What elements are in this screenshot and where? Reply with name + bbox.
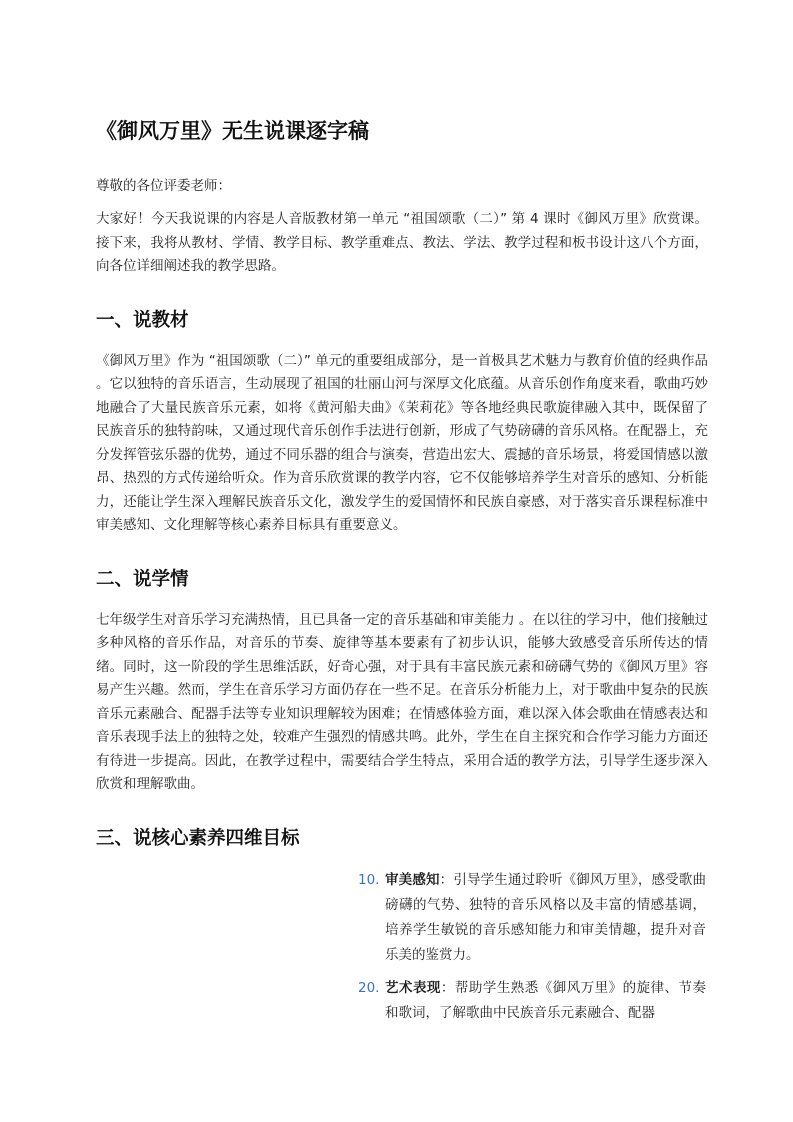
goal-text <box>385 976 706 1026</box>
intro-paragraph: 大家好！今天我说课的内容是人音版教材第一单元 “祖国颂歌（二）” 第 4 课时《御风万里》欣赏课。接下来，我将从教材、学情、教学目标、教学重难点、教法、学法、教学过程和板书设计这八个方面，向各位详细阐述我的教学思路。 <box>96 211 708 275</box>
goal-number: 10. <box>358 871 380 888</box>
section-heading-students: 二、说学情 <box>96 568 189 590</box>
goal-label: 审美感知 <box>385 871 440 888</box>
section-body-textbook: 《御风万里》作为 “祖国颂歌（二）” 单元的重要组成部分，是一首极具艺术魅力与教育价值的经典作品 。它以独特的音乐语言，生动展现了祖国的壮丽山河与深厚文化底蕴。从音乐创作角度来看，歌曲巧妙地融合了大量民族音乐元素，如将《黄河船夫曲》《茉莉花》等各地经典民歌旋律融入其中，既保留了民族音乐的独特韵味，又通过现代音乐创作手法进行创新，形成了气势磅礴的音乐风格。在配器上，充分发挥管弦乐器的优势，通过不同乐器的组合与演奏，营造出宏大、震撼的音乐场景，将爱国情感以激昂、热烈的方式传递给听众。作为音乐欣赏课的教学内容，它不仅能够培养学生对音乐的感知、分析能力，还能让学生深入理解民族音乐文化，激发学生的爱国情怀和民族自豪感，对于落实音乐课程标准中审美感知、文化理解等核心素养目标具有重要意义。 <box>96 352 708 534</box>
goal-description: ：帮助学生熟悉《御风万里》的旋律、节奏和歌词，了解歌曲中民族音乐元素融合、配器 <box>385 979 707 1021</box>
goal-label: 艺术表现 <box>385 979 441 996</box>
goal-number: 20. <box>358 979 380 996</box>
goal-text <box>385 868 706 968</box>
goal-item <box>358 868 706 968</box>
document-title: 《御风万里》无生说课逐字稿 <box>96 119 369 143</box>
section-body-students: 七年级学生对音乐学习充满热情，且已具备一定的音乐基础和审美能力 。在以往的学习中，他们接触过多种风格的音乐作品，对音乐的节奏、旋律等基本要素有了初步认识，能够大致感受音乐所传达的情绪。同时，这一阶段的学生思维活跃，好奇心强，对于具有丰富民族元素和磅礴气势的《御风万里》容易产生兴趣。然而，学生在音乐学习方面仍存在一些不足。在音乐分析能力上，对于歌曲中复杂的民族音乐元素融合、配器手法等专业知识理解较为困难；在情感体验方面，难以深入体会歌曲在情感表达和音乐表现手法上的独特之处，较难产生强烈的情感共鸣。此外，学生在自主探究和合作学习能力方面还有待进一步提高。因此，在教学过程中，需要结合学生特点，采用合适的教学方法，引导学生逐步深入欣赏和理解歌曲。 <box>96 611 708 793</box>
goals-list <box>358 868 706 1026</box>
goal-description: ：引导学生通过聆听《御风万里》，感受歌曲磅礴的气势、独特的音乐风格以及丰富的情感基调，培养学生敏锐的音乐感知能力和审美情趣，提升对音乐美的鉴赏力。 <box>385 871 707 963</box>
document-content <box>96 118 708 1034</box>
section-heading-goals: 三、说核心素养四维目标 <box>96 827 300 849</box>
section-heading-textbook: 一、说教材 <box>96 309 189 331</box>
goal-item <box>358 976 706 1026</box>
greeting-line: 尊敬的各位评委老师： <box>96 178 231 195</box>
